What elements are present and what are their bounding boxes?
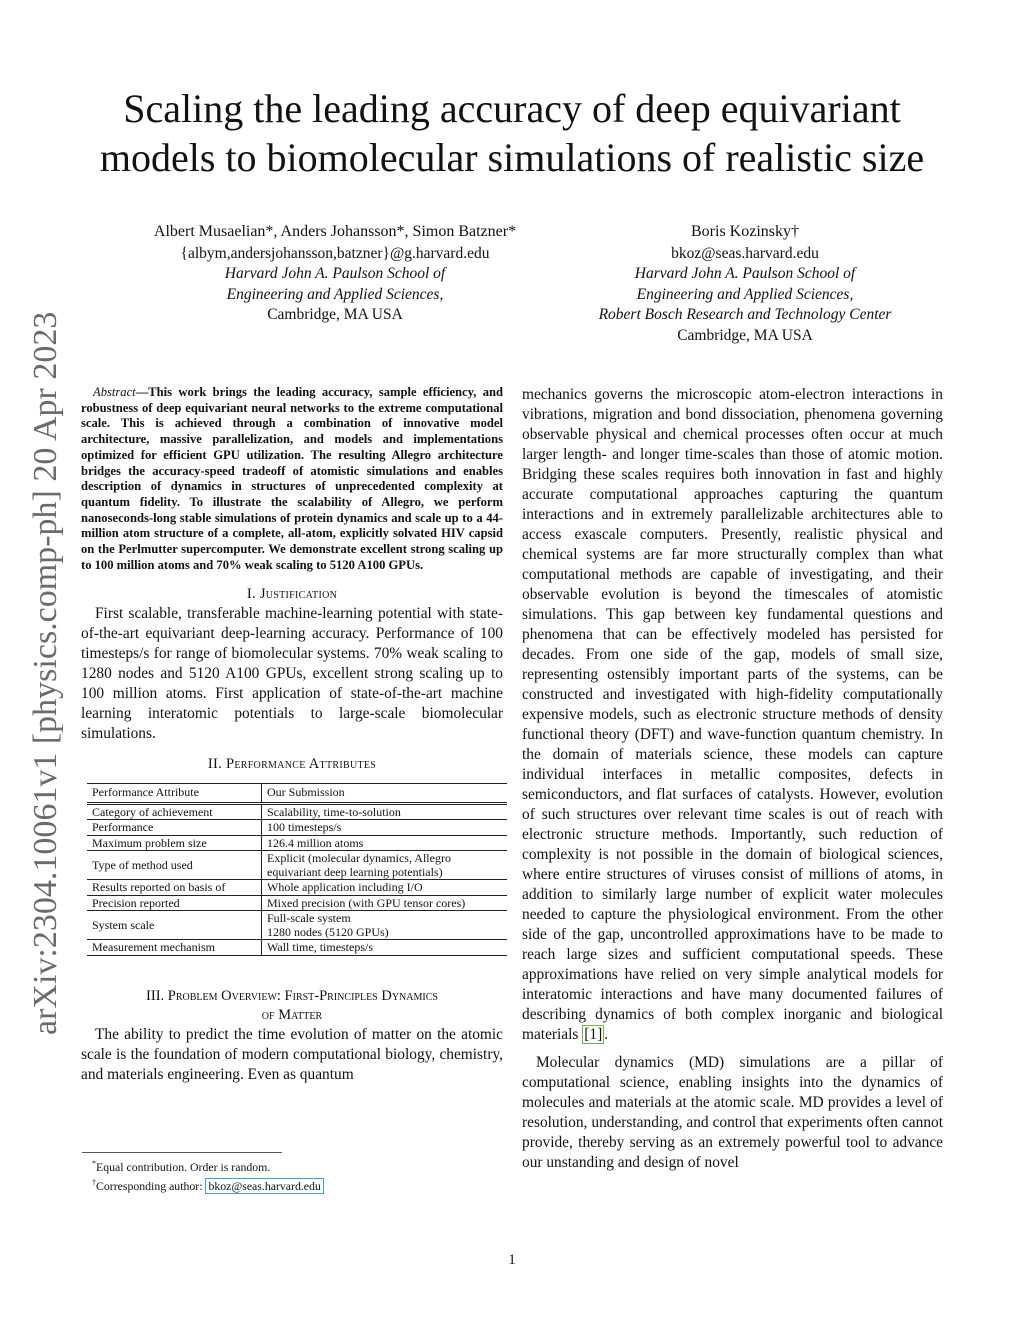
section-1-heading: I. Justification	[246, 586, 338, 603]
table-row	[87, 851, 507, 880]
table-cell-value: 126.4 million atoms	[262, 835, 508, 851]
table-header-row	[87, 784, 507, 804]
footnote-1	[92, 1156, 502, 1175]
performance-attributes-table	[87, 783, 507, 956]
citation-link[interactable]: [1]	[584, 1026, 603, 1043]
paper-title	[60, 84, 964, 182]
table-cell-key: Measurement mechanism	[87, 940, 262, 956]
author-email-right: bkoz@seas.harvard.edu	[671, 244, 819, 262]
affiliation-right-3: Robert Bosch Research and Technology Center	[598, 306, 892, 323]
affiliation-right-1: Harvard John A. Paulson School of	[634, 265, 856, 282]
footnote-2-mark: †	[92, 1177, 96, 1187]
title-line-1: Scaling the leading accuracy of deep equivariant	[123, 86, 901, 131]
right-paragraph-1	[522, 385, 943, 1045]
table-row	[87, 820, 507, 836]
table-cell-line: equivariant deep learning potentials)	[267, 864, 443, 879]
section-3-heading-line-1: III. Problem Overview: First-Principles Dynamics	[146, 987, 438, 1004]
table-cell-value: 100 timesteps/s	[262, 820, 508, 836]
table-row	[87, 803, 507, 820]
footnote-1-mark: *	[92, 1159, 96, 1168]
right-paragraph-1-end: .	[604, 1026, 609, 1043]
table-row	[87, 911, 507, 940]
abstract-text: —This work brings the leading accuracy, sample efficiency, and robustness of deep equivariant neural networks to the extreme computational scale. This is achieved through a combination of innovative model architecture, massive parallelization, and models and implementations optimized for efficient GPU utilization. The resulting Allegro architecture bridges the accuracy-speed tradeoff of atomistic simulations and enables description of dynamics in structures of unprecedented complexity at quantum fidelity. To illustrate the scalability of Allegro, we perform nanoseconds-long stable simulations of protein dynamics and scale up to a 44-million atom structure of a complete, all-atom, explicitly solvated HIV capsid on the Perlmutter supercomputer. We demonstrate excellent strong scaling up to 100 million atoms and 70% weak scaling to 5120 A100 GPUs.	[81, 385, 503, 572]
abstract	[81, 385, 503, 573]
table-cell-value: Whole application including I/O	[262, 880, 508, 896]
affiliation-left-1: Harvard John A. Paulson School of	[224, 265, 446, 282]
footnote-2-text: Corresponding author:	[96, 1178, 206, 1193]
table-cell-key: Category of achievement	[87, 803, 262, 820]
table-header-submission: Our Submission	[262, 784, 508, 804]
city-left: Cambridge, MA USA	[267, 306, 403, 323]
table-cell-line: 1280 nodes (5120 GPUs)	[267, 924, 389, 939]
table-cell-value: Mixed precision (with GPU tensor cores)	[262, 895, 508, 911]
author-email-left: {albym,andersjohansson,batzner}@g.harvard.edu	[180, 244, 490, 262]
table-row	[87, 940, 507, 956]
abstract-label: Abstract	[93, 385, 136, 399]
author-names-left: Albert Musaelian*, Anders Johansson*, Simon Batzner*	[153, 223, 517, 240]
page-number: 1	[508, 1252, 516, 1268]
city-right: Cambridge, MA USA	[677, 326, 813, 344]
table-row	[87, 835, 507, 851]
arxiv-identifier-text: arXiv:2304.10061v1 [physics.comp-ph] 20 Apr 2023	[27, 311, 64, 1035]
affiliation-left-2: Engineering and Applied Sciences,	[226, 285, 444, 303]
footnote-1-text: Equal contribution. Order is random.	[96, 1159, 271, 1174]
table-cell-key: Precision reported	[87, 895, 262, 911]
footnote-rule	[82, 1152, 282, 1153]
table-cell-value: Scalability, time-to-solution	[262, 803, 508, 820]
table-cell-value	[262, 911, 508, 940]
table-cell-key: Maximum problem size	[87, 835, 262, 851]
table-cell-value: Wall time, timesteps/s	[262, 940, 508, 956]
section-1-text: First scalable, transferable machine-learning potential with state-of-the-art equivariant deep-learning accuracy. Performance of 100 timesteps/s for range of biomolecular systems. 70% weak scaling to 1280 nodes and 5120 A100 GPUs, excellent strong scaling up to 100 million atoms. First application of state-of-the-art machine learning interatomic potentials to large-scale biomolecular simulations.	[81, 605, 503, 743]
left-column	[81, 385, 503, 1085]
right-column	[522, 385, 943, 1173]
corresponding-email-link[interactable]: bkoz@seas.harvard.edu	[205, 1178, 323, 1194]
title-line-2: models to biomolecular simulations of realistic size	[99, 135, 925, 180]
table-row	[87, 895, 507, 911]
table-cell-key: Results reported on basis of	[87, 880, 262, 896]
table-cell-key: Performance	[87, 820, 262, 836]
affiliation-right-2: Engineering and Applied Sciences,	[636, 285, 854, 303]
section-3-heading	[81, 987, 503, 1025]
table-cell-value	[262, 851, 508, 880]
table-cell-key: System scale	[87, 911, 262, 940]
author-block-left	[95, 222, 575, 326]
table-cell-key: Type of method used	[87, 851, 262, 880]
table-row	[87, 880, 507, 896]
arxiv-identifier-stamp	[12, 290, 72, 1040]
table-cell-line: Explicit (molecular dynamics, Allegro	[267, 851, 451, 866]
right-paragraph-2: Molecular dynamics (MD) simulations are a pillar of computational science, enabling insights into the dynamics of molecules and materials at the atomic scale. MD provides a level of resolution, understanding, and control that experiments often cannot provide, thereby serving as an extremely powerful tool to advance our unstanding and design of novel	[522, 1054, 943, 1171]
table-header-attribute: Performance Attribute	[87, 784, 262, 804]
table-cell-line: Full-scale system	[267, 911, 351, 926]
section-3-heading-line-2: of Matter	[261, 1006, 323, 1023]
section-3-text: The ability to predict the time evolution of matter on the atomic scale is the foundation of modern computational biology, chemistry, and materials engineering. Even as quantum	[81, 1025, 503, 1083]
right-paragraph-1-text: mechanics governs the microscopic atom-electron interactions in vibrations, migration and bond dissociation, phenomena governing observable physical and chemical processes often occur at much larger length- and longer time-scales than those of atomic motion. Bridging these scales requires both innovation in fast and highly accurate computational approaches capturing the quantum interactions and in extremely parallelizable architectures able to access exascale computers. Presently, realistic physical and chemical systems are far more structurally complex than what computational methods are capable of investigating, and their observable evolution is beyond the timescales of atomistic simulations. This gap between key fundamental questions and phenomena that can be effectively modeled has persisted for decades. From one side of the gap, models of small size, representing ostensibly important parts of the systems, can be constructed and investigated with high-fidelity computationally expensive models, such as electronic structure methods of density functional theory (DFT) and wave-function quantum chemistry. In the domain of materials science, these models can capture individual interfaces in metallic composites, defects in semiconductors, and flat surfaces of catalysts. However, evolution of such structures over relevant time scales is out of reach with electronic structure methods. Importantly, such reduction of complexity is not possible in the domain of biological sciences, where entire structures of viruses consist of millions of atoms, in addition to similarly large number of explicit water molecules needed to capture the physiological environment. From the other side of the gap, uncontrolled approximations have to be made to reach large sizes and sufficient computational speeds. These approximations have relied on very simple analytical models for interatomic interactions and have many documented failures of describing dynamics of both complex inorganic and biological materials	[522, 386, 943, 1043]
footnotes	[92, 1156, 502, 1194]
section-2-heading: II. Performance Attributes	[207, 756, 377, 773]
footnote-2	[92, 1175, 502, 1194]
author-names-right: Boris Kozinsky†	[691, 223, 799, 240]
author-block-right	[560, 222, 930, 346]
